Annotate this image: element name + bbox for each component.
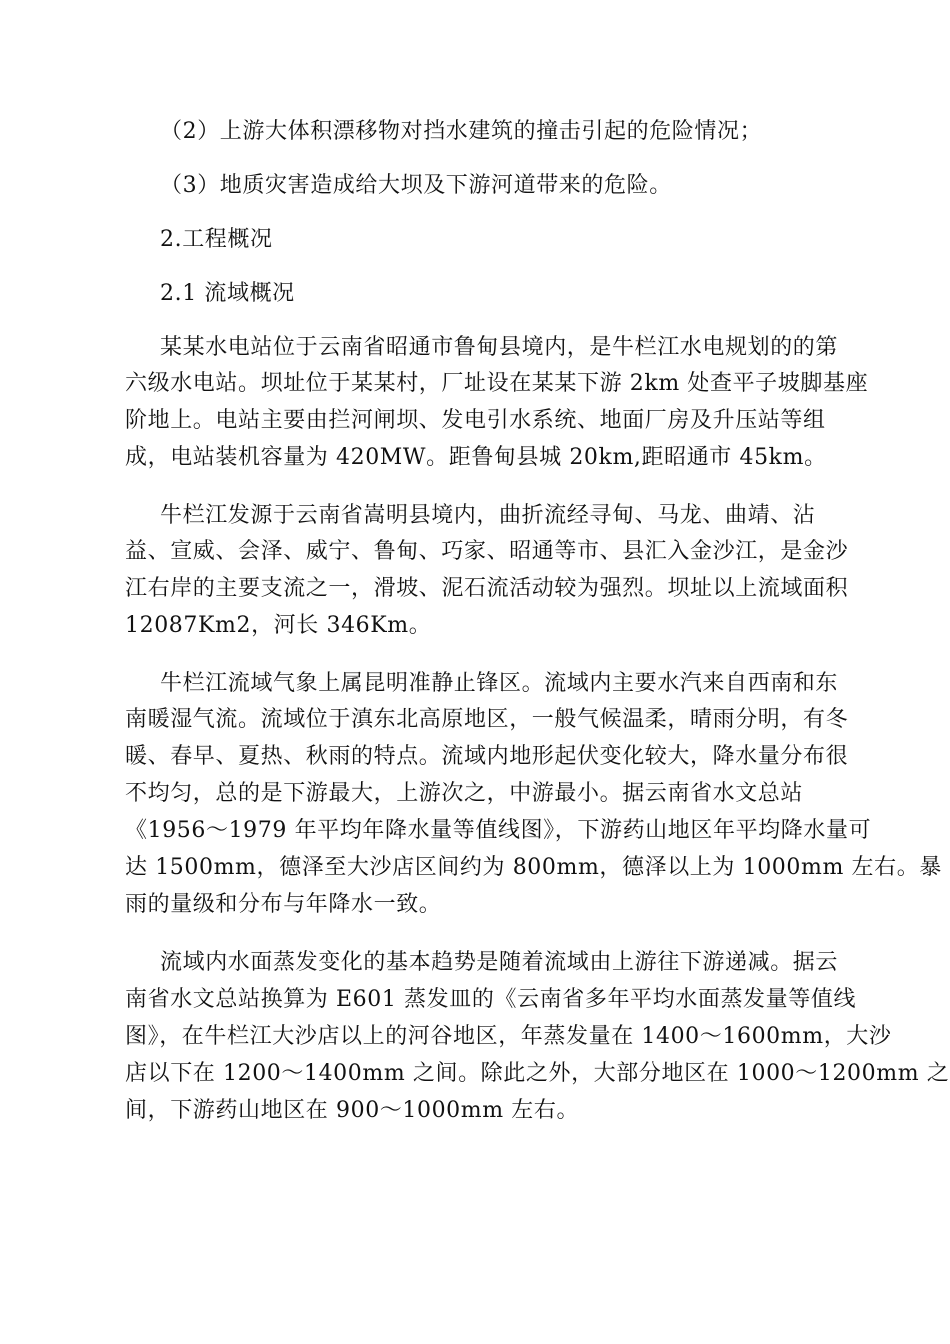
paragraph-line: 牛栏江流域气象上属昆明准静止锋区。流域内主要水汽来自西南和东 <box>160 671 839 696</box>
paragraph-line: 暖、春早、夏热、秋雨的特点。流域内地形起伏变化较大，降水量分布很 <box>125 744 849 769</box>
paragraph-line: 益、宣威、会泽、威宁、鲁甸、巧家、昭通等市、县汇入金沙江，是金沙 <box>125 539 849 564</box>
paragraph-line: 六级水电站。坝址位于某某村，厂址设在某某下游 2km 处查平子坡脚基座 <box>125 371 869 396</box>
list-item: （2）上游大体积漂移物对挡水建筑的撞击引起的危险情况； <box>160 119 763 144</box>
paragraph-line: 成，电站装机容量为 420MW。距鲁甸县城 20km,距昭通市 45km。 <box>125 445 827 470</box>
paragraph-line: 某某水电站位于云南省昭通市鲁甸县境内，是牛栏江水电规划的的第 <box>160 335 839 360</box>
paragraph-line: 12087Km2，河长 346Km。 <box>125 613 432 638</box>
paragraph-line: 间，下游药山地区在 900～1000mm 左右。 <box>125 1098 580 1123</box>
paragraph-line: 流域内水面蒸发变化的基本趋势是随着流域由上游往下游递减。据云 <box>160 950 839 975</box>
paragraph-line: 店以下在 1200～1400mm 之间。除此之外，大部分地区在 1000～1200mm 之 <box>125 1061 950 1086</box>
paragraph-line: 达 1500mm，德泽至大沙店区间约为 800mm，德泽以上为 1000mm 左右。暴 <box>125 855 942 880</box>
paragraph-line: 《1956～1979 年平均年降水量等值线图》，下游药山地区年平均降水量可 <box>125 818 872 843</box>
paragraph-line: 南省水文总站换算为 E601 蒸发皿的《云南省多年平均水面蒸发量等值线 <box>125 987 857 1012</box>
section-heading: 2.工程概况 <box>160 227 273 252</box>
subsection-heading: 2.1 流域概况 <box>160 281 295 306</box>
paragraph-line: 南暖湿气流。流域位于滇东北高原地区，一般气候温柔，晴雨分明，有冬 <box>125 707 849 732</box>
paragraph-line: 雨的量级和分布与年降水一致。 <box>125 892 442 917</box>
list-item: （3）地质灾害造成给大坝及下游河道带来的危险。 <box>160 173 672 198</box>
paragraph-line: 牛栏江发源于云南省嵩明县境内，曲折流经寻甸、马龙、曲靖、沾 <box>160 503 816 528</box>
paragraph-line: 不均匀，总的是下游最大，上游次之，中游最小。据云南省水文总站 <box>125 781 804 806</box>
paragraph-line: 江右岸的主要支流之一，滑坡、泥石流活动较为强烈。坝址以上流域面积 <box>125 576 849 601</box>
paragraph-line: 阶地上。电站主要由拦河闸坝、发电引水系统、地面厂房及升压站等组 <box>125 408 826 433</box>
paragraph-line: 图》，在牛栏江大沙店以上的河谷地区，年蒸发量在 1400～1600mm，大沙 <box>125 1024 892 1049</box>
